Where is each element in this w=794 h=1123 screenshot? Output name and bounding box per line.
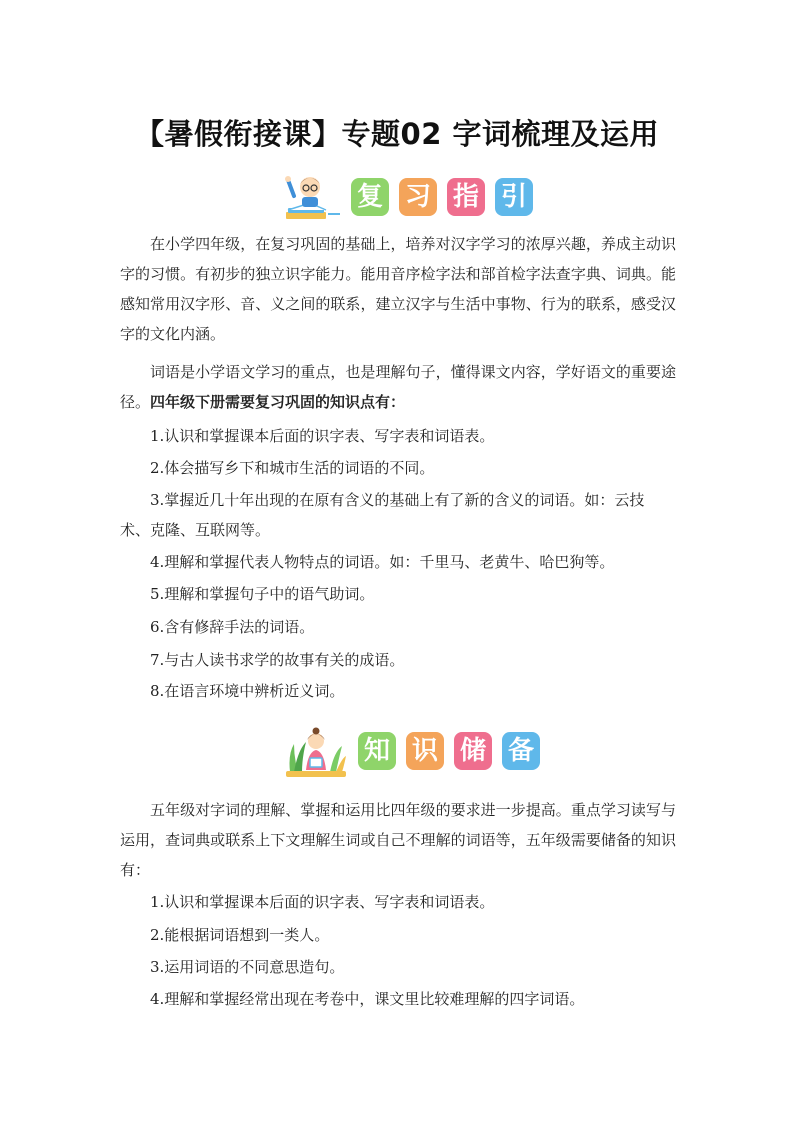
section-banner-review (0, 170, 794, 230)
grade5-paragraph: 五年级对字词的理解、掌握和运用比四年级的要求进一步提高。重点学习读写与运用，查词典或联系上下文理解生词或自己不理解的词语等，五年级需要储备的知识有： (120, 801, 676, 879)
list-item: 8.在语言环境中辨析近义词。 (150, 682, 345, 700)
section-tile-2: 识 (406, 732, 444, 770)
section-tile-4: 引 (495, 178, 533, 216)
section-banner-knowledge (0, 724, 794, 784)
list-item: 2.能根据词语想到一类人。 (150, 926, 330, 944)
section-tile-1: 复 (351, 178, 389, 216)
list-item-continuation: 术、克隆、互联网等。 (120, 521, 271, 539)
girl-reading-plants-icon (284, 724, 348, 780)
list-item: 3.运用词语的不同意思造句。 (150, 958, 345, 976)
list-item: 6.含有修辞手法的词语。 (150, 618, 315, 636)
list-item: 4.理解和掌握代表人物特点的词语。如：千里马、老黄牛、哈巴狗等。 (150, 553, 615, 571)
list-item: 2.体会描写乡下和城市生活的词语的不同。 (150, 459, 435, 477)
list-item: 1.认识和掌握课本后面的识字表、写字表和词语表。 (150, 427, 495, 445)
student-reading-icon (282, 170, 346, 226)
section-tile-3: 储 (454, 732, 492, 770)
list-item: 7.与古人读书求学的故事有关的成语。 (150, 651, 405, 669)
section-tile-1: 知 (358, 732, 396, 770)
list-item: 3.掌握近几十年出现的在原有含义的基础上有了新的含义的词语。如：云技 (150, 491, 645, 509)
intro-paragraph: 在小学四年级，在复习巩固的基础上，培养对汉字学习的浓厚兴趣，养成主动识字的习惯。有初步的独立识字能力。能用音序检字法和部首检字法查字典、词典。能感知常用汉字形、音、义之间的联系，建立汉字与生活中事物、行为的联系，感受汉字的文化内涵。 (120, 235, 676, 343)
page-title: 【暑假衔接课】专题02 字词梳理及运用 (135, 117, 659, 151)
list-item: 1.认识和掌握课本后面的识字表、写字表和词语表。 (150, 893, 495, 911)
list-item: 5.理解和掌握句子中的语气助词。 (150, 585, 375, 603)
list-item: 4.理解和掌握经常出现在考卷中，课文里比较难理解的四字词语。 (150, 990, 585, 1008)
section-tile-4: 备 (502, 732, 540, 770)
words-paragraph: 词语是小学语文学习的重点，也是理解句子，懂得课文内容，学好语文的重要途径。四年级下册需要复习巩固的知识点有： (120, 363, 676, 411)
section-tile-3: 指 (447, 178, 485, 216)
section-tile-2: 习 (399, 178, 437, 216)
key-points-heading: 四年级下册需要复习巩固的知识点有： (150, 393, 406, 411)
